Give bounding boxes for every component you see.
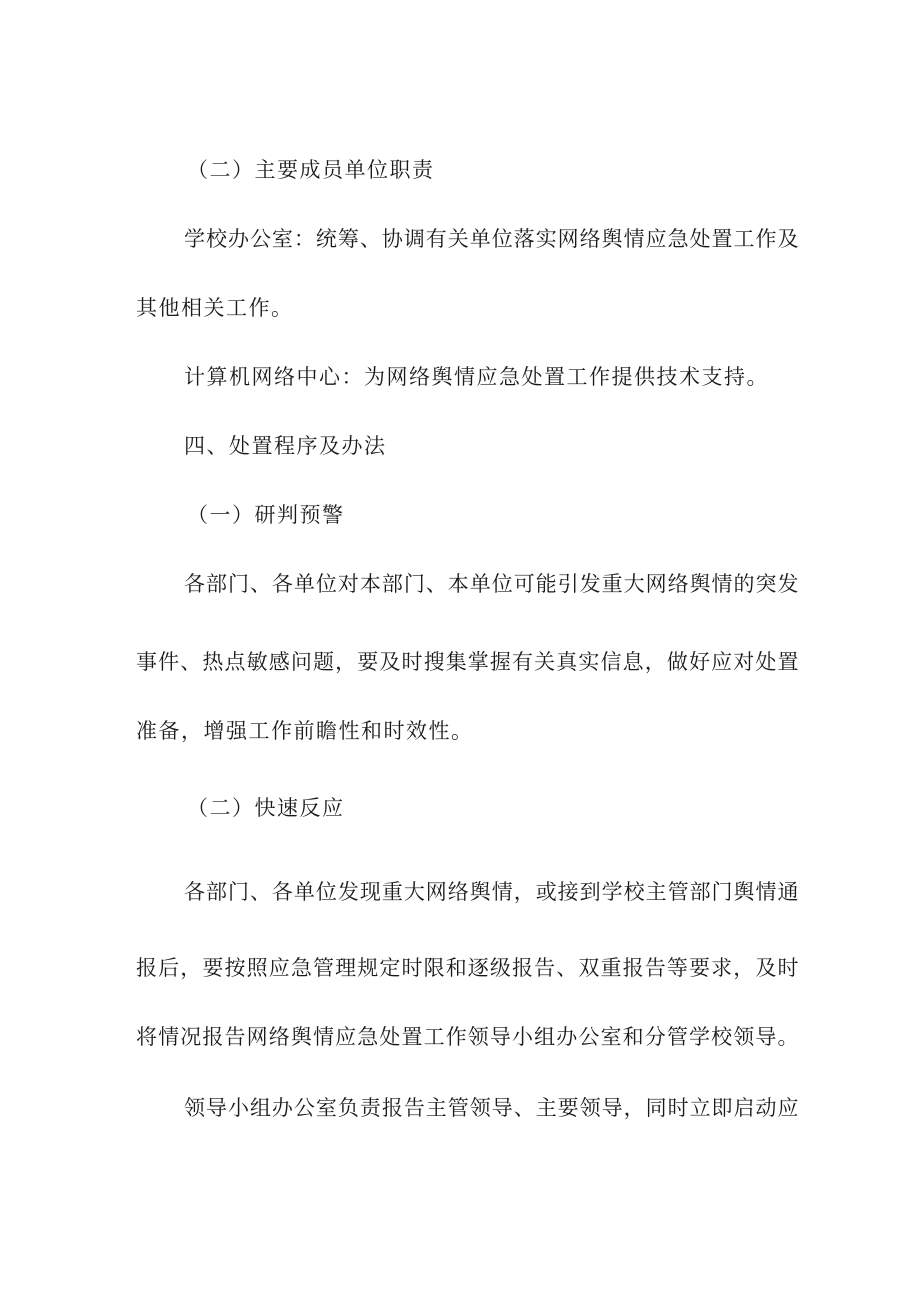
paragraph-line: 领导小组办公室负责报告主管领导、主要领导，同时立即启动应	[184, 1096, 800, 1120]
subsection-heading-rapid-response: （二）快速反应	[187, 796, 345, 820]
paragraph-line: 将情况报告网络舆情应急处置工作领导小组办公室和分管学校领导。	[136, 1025, 800, 1049]
paragraph-line: 报后，要按照应急管理规定时限和逐级报告、双重报告等要求，及时	[136, 956, 800, 980]
subsection-heading-early-warning: （一）研判预警	[187, 503, 345, 527]
paragraph-line: 事件、热点敏感问题，要及时搜集掌握有关真实信息，做好应对处置	[136, 650, 800, 674]
paragraph-line: 其他相关工作。	[136, 296, 294, 320]
paragraph-line: 各部门、各单位发现重大网络舆情，或接到学校主管部门舆情通	[184, 880, 800, 904]
section-heading-member-duties: （二）主要成员单位职责	[187, 158, 435, 182]
section-heading-procedures: 四、处置程序及办法	[184, 434, 387, 458]
paragraph-line: 学校办公室：统筹、协调有关单位落实网络舆情应急处置工作及	[184, 227, 800, 251]
paragraph-line: 各部门、各单位对本部门、本单位可能引发重大网络舆情的突发	[184, 572, 800, 596]
paragraph-line: 计算机网络中心：为网络舆情应急处置工作提供技术支持。	[184, 365, 769, 389]
paragraph-line: 准备，增强工作前瞻性和时效性。	[136, 719, 474, 743]
